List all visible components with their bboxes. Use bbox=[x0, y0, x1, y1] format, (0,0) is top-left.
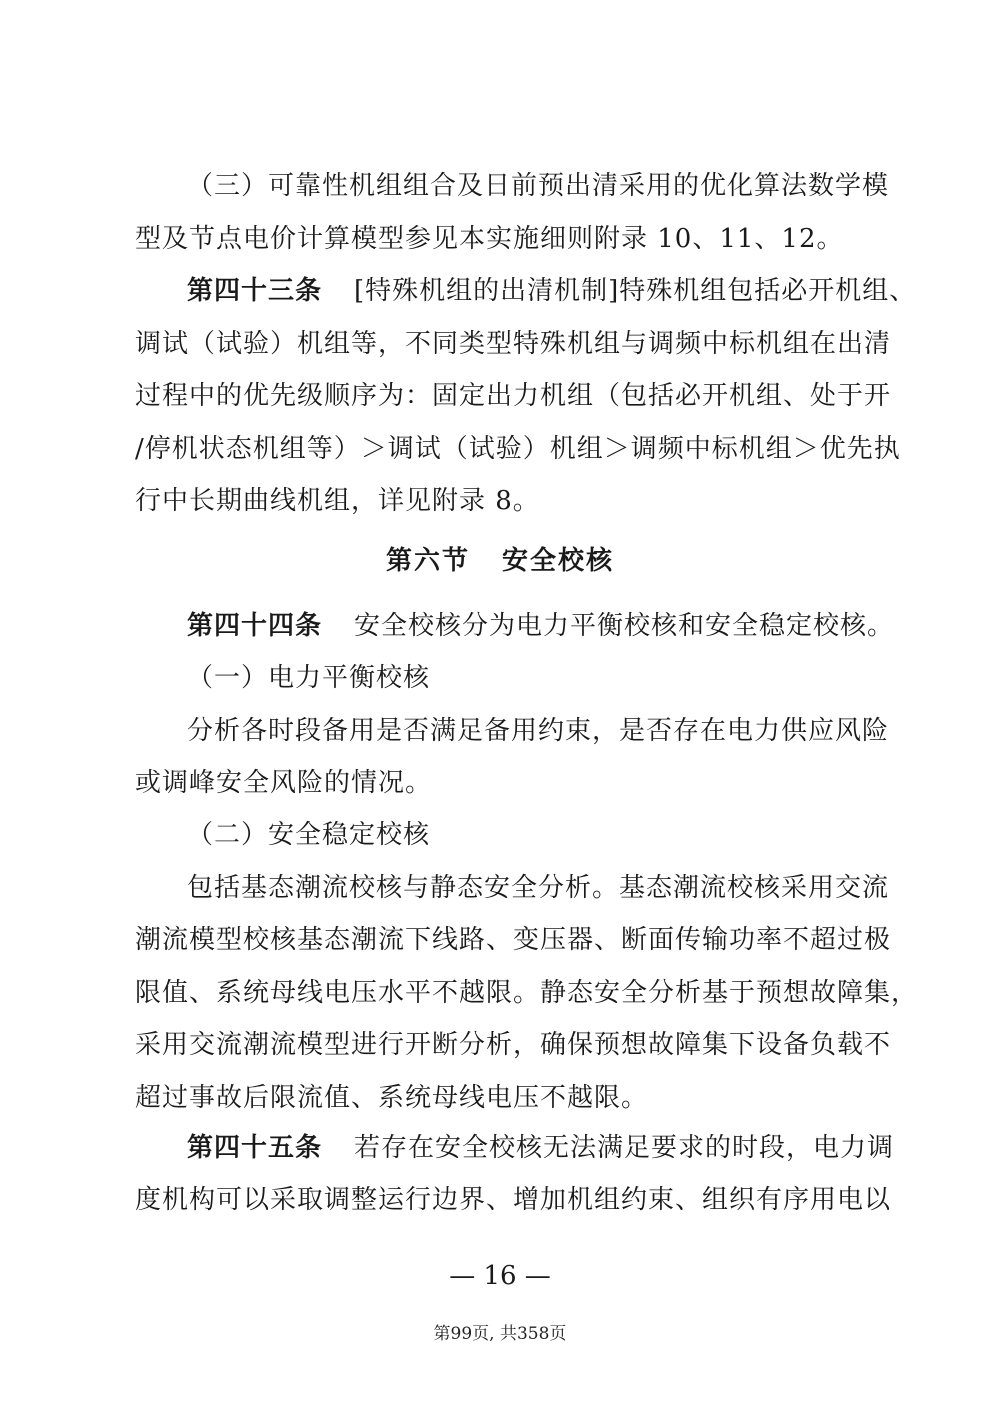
article-text: 安全校核分为电力平衡校核和安全稳定校核。 bbox=[354, 611, 895, 641]
paragraph-line: 限值、系统母线电压水平不越限。静态安全分析基于预想故障集， bbox=[135, 978, 919, 1008]
article-44-first-line bbox=[187, 606, 895, 646]
paragraph-line: 度机构可以采取调整运行边界、增加机组约束、组织有序用电以 bbox=[135, 1185, 892, 1215]
paragraph-line: 型及节点电价计算模型参见本实施细则附录 10、11、12。 bbox=[135, 224, 844, 254]
page-number: — 16 — bbox=[449, 1261, 551, 1291]
article-heading: 第四十四条 bbox=[187, 611, 323, 641]
page-footer: 第99页, 共358页 bbox=[433, 1324, 567, 1344]
paragraph-line: 或调峰安全风险的情况。 bbox=[135, 768, 433, 798]
paragraph-line: 潮流模型校核基态潮流下线路、变压器、断面传输功率不超过极 bbox=[135, 925, 892, 955]
paragraph-line: （三）可靠性机组组合及日前预出清采用的优化算法数学模 bbox=[187, 171, 890, 201]
article-heading: 第四十三条 bbox=[187, 276, 323, 306]
section-label: 第六节 bbox=[385, 546, 470, 576]
section-name: 安全校核 bbox=[502, 546, 615, 576]
subsection-title: （一）电力平衡校核 bbox=[187, 663, 431, 693]
article-text: 若存在安全校核无法满足要求的时段，电力调 bbox=[354, 1133, 895, 1163]
article-heading: 第四十五条 bbox=[187, 1133, 323, 1163]
paragraph-line: 调试（试验）机组等，不同类型特殊机组与调频中标机组在出清 bbox=[135, 329, 892, 359]
article-text: [特殊机组的出清机制]特殊机组包括必开机组、 bbox=[354, 276, 917, 306]
article-45-first-line bbox=[187, 1128, 895, 1168]
paragraph-line: /停机状态机组等）＞调试（试验）机组＞调频中标机组＞优先执 bbox=[135, 434, 901, 464]
paragraph-line: 行中长期曲线机组，详见附录 8。 bbox=[135, 486, 540, 516]
article-43-first-line bbox=[187, 271, 917, 311]
paragraph-line: 超过事故后限流值、系统母线电压不越限。 bbox=[135, 1083, 649, 1113]
paragraph-line: 分析各时段备用是否满足备用约束，是否存在电力供应风险 bbox=[187, 716, 890, 746]
paragraph-line: 采用交流潮流模型进行开断分析，确保预想故障集下设备负载不 bbox=[135, 1030, 892, 1060]
subsection-title: （二）安全稳定校核 bbox=[187, 820, 431, 850]
paragraph-line: 过程中的优先级顺序为：固定出力机组（包括必开机组、处于开 bbox=[135, 381, 892, 411]
section-title bbox=[0, 541, 1000, 581]
paragraph-line: 包括基态潮流校核与静态安全分析。基态潮流校核采用交流 bbox=[187, 873, 890, 903]
